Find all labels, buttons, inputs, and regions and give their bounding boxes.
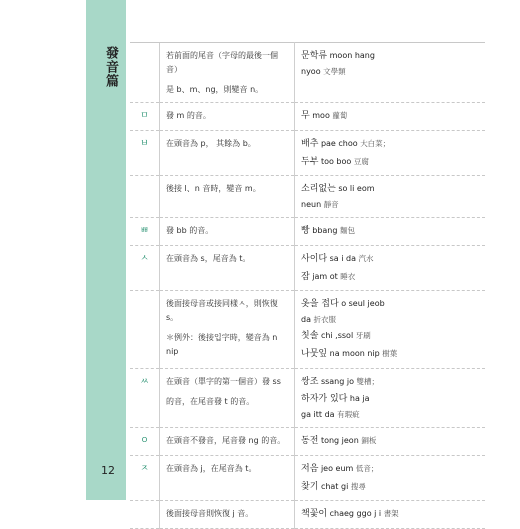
korean-word: 저음 [301,463,319,474]
chinese-meaning: 麵包 [340,226,356,235]
rule-description [160,245,295,291]
romanization-continued: nyoo [301,66,321,76]
romanization: tong jeon [320,436,359,445]
korean-word: 사이다 [301,253,328,264]
table-row [130,103,485,131]
consonant-letter [130,43,160,103]
examples-cell [295,43,486,103]
consonant-letter [130,291,160,368]
chinese-meaning: 書架 [383,509,399,519]
romanization: moon hang [329,51,375,60]
rule-description [160,103,295,131]
description-line: 後面接母音則恢復 j 音。 [166,509,254,519]
romanization: chaeg ggo j i [329,509,382,519]
consonant-letter: ㅂ [130,130,160,176]
description-line: 是 b、m、ng，則變音 n。 [166,85,264,94]
page-number: 12 [101,464,115,477]
romanization: ssang jo [320,376,354,386]
pronunciation-table [130,42,485,529]
chinese-meaning: 睡衣 [340,271,356,281]
table-row [130,218,485,246]
korean-word: 소리없는 [301,184,336,195]
description-line: 在頭音為 s，尾音為 t。 [166,253,251,263]
korean-word: 문학류 [301,51,328,61]
chinese-meaning: 文學類 [323,66,346,76]
chinese-meaning: 大白菜； [360,138,391,148]
chinese-meaning: 雙槽； [356,376,380,386]
example-entry [301,434,479,450]
chinese-meaning: 汽水 [358,253,374,263]
romanization: too boo [320,156,352,166]
korean-word: 동전 [301,436,319,446]
description-line: 在頭音不發音，尾音發 ng 的音。 [166,436,286,445]
romanization: moo [312,111,330,120]
examples-cell [295,455,486,501]
rule-description [160,455,295,501]
romanization: chat gi [320,481,349,491]
table-row [130,455,485,501]
consonant-letter: ㅃ [130,218,160,246]
examples-cell [295,501,486,529]
table-row [130,428,485,456]
example-entry [301,462,479,478]
chinese-meaning: 牙刷 [355,331,371,340]
romanization-continued: neun [301,200,322,209]
romanization: ha ja [349,394,370,404]
description-line: 在頭音為 p， 其餘為 b。 [166,138,256,148]
romanization: pae choo [320,138,358,148]
korean-word: 잠 [301,271,310,282]
consonant-letter [130,501,160,529]
table-row [130,291,485,368]
rule-description [160,43,295,103]
korean-word: 칫솔 [301,331,319,341]
korean-word: 옷을 접다 [301,299,339,310]
description-line: ＊例外：後接입字時，變音為 n nip [166,333,278,357]
example-entry [301,224,479,240]
examples-cell [295,176,486,218]
example-entry [301,137,479,153]
consonant-letter: ㅅ [130,245,160,291]
rule-description [160,428,295,456]
korean-word: 책꽃이 [301,509,328,520]
romanization: so li eom [338,184,375,194]
description-line: 若前面的尾音（字母的最後一個音） [166,51,278,74]
romanization: na moon nip [329,348,380,358]
example-entry [301,155,479,171]
table-row [130,130,485,176]
korean-word: 쌍조 [301,376,319,387]
example-entry [301,109,479,125]
examples-cell [295,291,486,368]
example-entry [301,270,479,286]
chinese-meaning: 銅板 [361,436,377,445]
korean-word: 배추 [301,138,319,149]
consonant-letter: ㅆ [130,368,160,428]
description-line: 發 m 的音。 [166,111,211,120]
romanization: jam ot [312,271,338,281]
table-row [130,176,485,218]
korean-word: 나뭇잎 [301,348,328,359]
rule-description [160,130,295,176]
table-row [130,245,485,291]
romanization: chi ,ssol [320,331,354,340]
consonant-letter: ㅁ [130,103,160,131]
korean-word: 무 [301,111,310,121]
example-entry [301,252,479,268]
korean-word: 찾기 [301,481,319,492]
romanization: jeo eum [320,463,354,473]
example-entry [301,375,479,391]
example-entry [301,392,479,422]
chinese-meaning: 搜尋 [350,481,366,491]
romanization-continued: da [301,315,311,324]
rule-description [160,291,295,368]
description-line: 發 bb 的音。 [166,226,214,235]
table-row [130,501,485,529]
description-line: 後面接母音或接同樣ㅅ，則恢復 s。 [166,299,278,323]
chinese-meaning: 豆腐 [353,156,369,166]
korean-word: 두부 [301,156,319,167]
chinese-meaning: 有瑕疵 [337,410,360,419]
section-label: 發音篇 [103,46,118,88]
example-entry [301,182,479,212]
description-line: 的音，在尾音發 t 的音。 [166,396,255,406]
korean-word: 하자가 있다 [301,394,348,405]
romanization: sa i da [329,253,356,263]
korean-word: 빵 [301,226,310,236]
examples-cell [295,245,486,291]
chinese-meaning: 低音； [355,463,379,473]
romanization: o seul jeob [341,299,385,309]
chinese-meaning: 樹葉 [382,348,398,358]
consonant-letter: ㅈ [130,455,160,501]
consonant-letter: ㅇ [130,428,160,456]
example-entry [301,297,479,327]
chinese-meaning: 蘿蔔 [332,111,348,120]
example-entry [301,329,479,345]
consonant-letter [130,176,160,218]
rule-description [160,176,295,218]
example-entry [301,347,479,363]
rule-description [160,368,295,428]
rule-description [160,501,295,529]
example-entry [301,480,479,496]
chinese-meaning: 靜音 [323,200,339,209]
examples-cell [295,428,486,456]
examples-cell [295,103,486,131]
example-entry [301,507,479,523]
examples-cell [295,130,486,176]
example-entry [301,49,479,79]
table-row [130,43,485,103]
chinese-meaning: 折衣服 [313,315,337,324]
description-line: 在頭音為 j，在尾音為 t。 [166,463,257,473]
examples-cell [295,368,486,428]
rule-description [160,218,295,246]
description-line: 在頭音（單字的第一個音）發 ss [166,376,281,386]
examples-cell [295,218,486,246]
romanization-continued: ga itt da [301,410,335,419]
table-row [130,368,485,428]
romanization: bbang [312,226,338,235]
description-line: 後接 l、n 音時，變音 m。 [166,184,261,194]
